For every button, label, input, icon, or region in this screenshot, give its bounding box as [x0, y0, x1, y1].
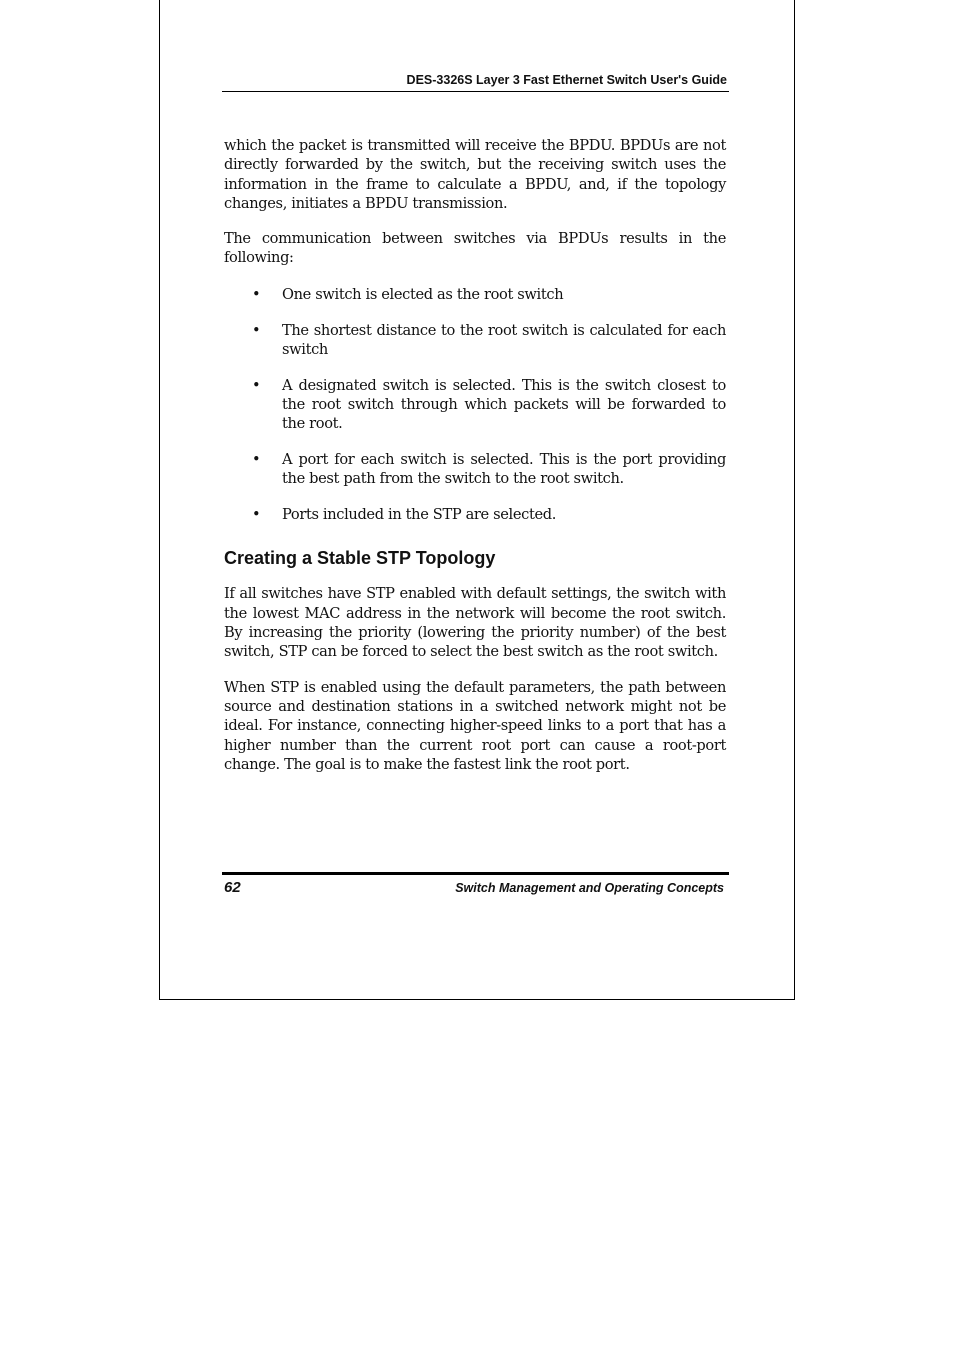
paragraph-root-port: When STP is enabled using the default parameters, the path between source and destination stations in a switched network might not be ideal. For instance, connecting higher-speed links to a port that has a higher number than the current root port can cause a root-port change. The goal is to make the fastest link the root port.	[224, 678, 726, 773]
list-item	[224, 505, 726, 524]
list-item-text: Ports included in the STP are selected.	[282, 506, 557, 524]
list-item-text: A port for each switch is selected. This is the port providing the best path from the switch to the root switch.	[282, 451, 726, 488]
list-item	[224, 376, 726, 434]
paragraph-bpdu-forwarding: which the packet is transmitted will receive the BPDU. BPDUs are not directly forwarded by the switch, but the receiving switch uses the information in the frame to calculate a BPDU, and, if the topology changes, initiates a BPDU transmission.	[224, 137, 726, 212]
bpdu-results-list	[224, 285, 726, 525]
list-item-text: A designated switch is selected. This is the switch closest to the root switch through which packets will be forwarded to the root.	[282, 376, 726, 433]
running-header: DES-3326S Layer 3 Fast Ethernet Switch User's Guide	[406, 73, 727, 87]
header-rule	[222, 91, 729, 92]
paragraph-bpdu-results: The communication between switches via BPDUs results in the following:	[224, 230, 726, 267]
list-item	[224, 321, 726, 360]
running-footer: Switch Management and Operating Concepts	[455, 881, 724, 895]
list-item-text: One switch is elected as the root switch	[282, 285, 564, 303]
list-item-text: The shortest distance to the root switch is calculated for each switch	[282, 321, 726, 358]
bullet-icon: •	[252, 285, 261, 303]
footer-rule	[222, 872, 729, 875]
page-number: 62	[224, 879, 241, 896]
bullet-icon: •	[252, 506, 261, 524]
page-content	[224, 136, 726, 774]
bullet-icon: •	[252, 321, 261, 339]
bullet-icon: •	[252, 376, 261, 394]
section-heading: Creating a Stable STP Topology	[224, 548, 496, 569]
list-item	[224, 450, 726, 489]
bullet-icon: •	[252, 451, 261, 469]
list-item	[224, 285, 726, 304]
paragraph-default-root: If all switches have STP enabled with default settings, the switch with the lowest MAC address in the network will become the root switch. By increasing the priority (lowering the priority number) of the best switch, STP can be forced to select the best switch as the root switch.	[224, 585, 726, 661]
